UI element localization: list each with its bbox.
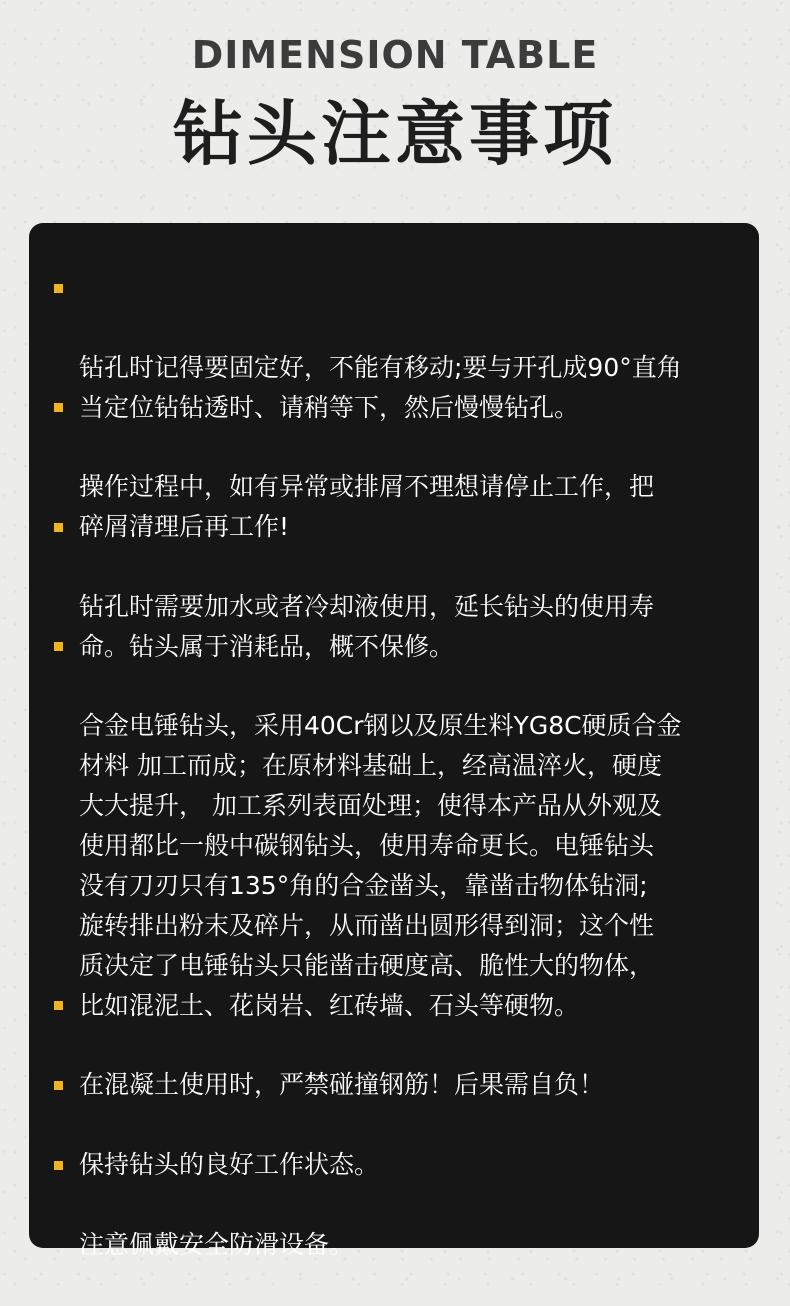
- bullet-square-icon: [54, 1001, 63, 1010]
- page-header: [0, 30, 790, 176]
- note-text: 钻孔时记得要固定好，不能有移动;要与开孔成90°直角 当定位钻钻透时、请稍等下，然后慢慢钻孔。: [79, 353, 682, 422]
- bullet-square-icon: [54, 642, 63, 651]
- notes-panel: [29, 223, 759, 1259]
- note-text: 在混凝土使用时，严禁碰撞钢筋！后果需自负！: [79, 1070, 605, 1099]
- note-text: 操作过程中，如有异常或排屑不理想请停止工作，把 碎屑清理后再工作!: [79, 472, 655, 541]
- bullet-square-icon: [54, 1161, 63, 1170]
- header-title-en: DIMENSION TABLE: [191, 33, 599, 77]
- header-title-cn: 钻头注意事项: [173, 93, 617, 175]
- note-text: 钻孔时需要加水或者冷却液使用，延长钻头的使用寿 命。钻头属于消耗品，概不保修。: [79, 592, 655, 661]
- bullet-square-icon: [54, 403, 63, 412]
- bullet-square-icon: [54, 284, 63, 293]
- note-text: 保持钻头的良好工作状态。: [79, 1150, 380, 1179]
- note-text: 注意佩戴安全防滑设备。: [79, 1230, 355, 1259]
- note-item: [79, 1145, 749, 1265]
- note-text: 合金电锤钻头，采用40Cr钢以及原生料YG8C硬质合金 材料 加工而成；在原材料基础上，经高温淬火，硬度 大大提升， 加工系列表面处理；使得本产品从外观及 使用都比一般中碳钢钻头，使用寿命更长。电锤钻头 没有刀刃只有135°角的合金凿头，靠凿击物体钻洞; 旋转排出粉末及碎片，从而凿出圆形得到洞；这个性 质决定了电锤钻头只能凿击硬度高、脆性大的物体， 比如混泥土、花岗岩、红砖墙、石头等硬物。: [79, 711, 682, 1020]
- bullet-square-icon: [54, 1081, 63, 1090]
- bullet-square-icon: [54, 523, 63, 532]
- note-item: [79, 626, 749, 1026]
